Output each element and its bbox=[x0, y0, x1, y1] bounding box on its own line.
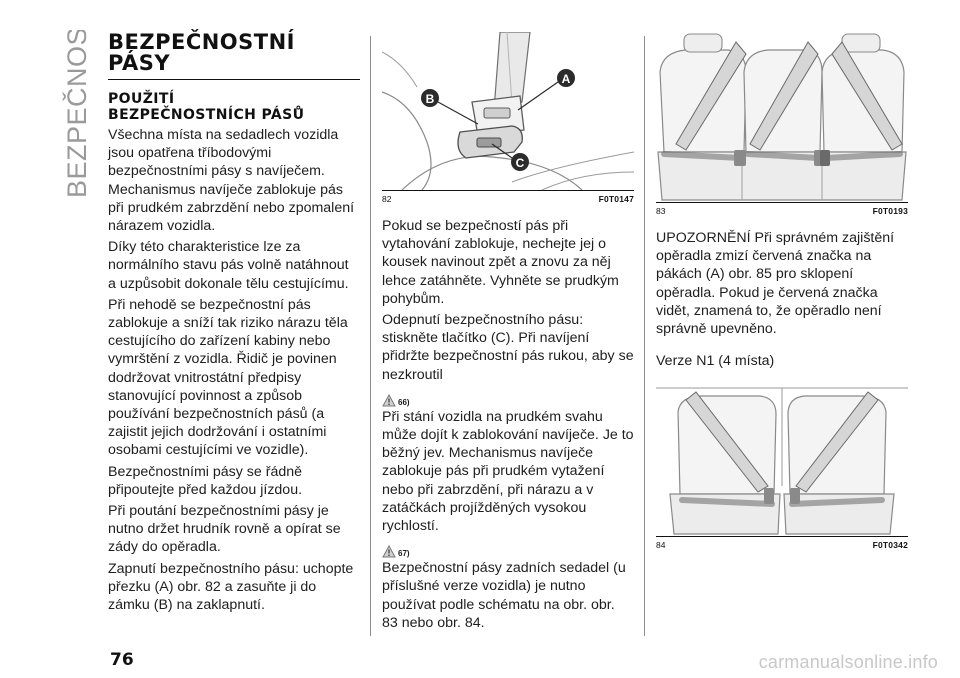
subsection-title bbox=[108, 91, 360, 123]
rear-seats-five-illustration bbox=[656, 32, 908, 202]
paragraph: Díky této charakteristice lze za normálního stavu pás volně natáhnout a uzpůsobit dokonale tělu cestujícímu. bbox=[108, 239, 349, 292]
warning-ref-number: 66) bbox=[398, 397, 410, 407]
column-2 bbox=[382, 32, 634, 635]
figure-number: 83 bbox=[656, 206, 666, 216]
figure-label-c: C bbox=[515, 156, 525, 170]
paragraph: Při stání vozidla na prudkém svahu může dojít k zablokování navíječe. Je to běžný jev. Mechanismus navíječe zablokuje pás při prudkém vytažení nebo při zabrzdění, při nárazu a v zatáčkách projížděných vysokou rychlostí. bbox=[382, 408, 634, 535]
figure-caption bbox=[656, 537, 908, 551]
paragraph: Zapnutí bezpečnostního pásu: uchopte přezku (A) obr. 82 a zasuňte ji do zámku (B) na zaklapnutí. bbox=[108, 560, 354, 614]
paragraph: Při nehodě se bezpečnostní pás zablokuje a sníží tak riziko nárazu těla cestujícího do zařízení kabiny nebo vymrštění z vozidla. Řidič je povinen dodržovat vnitrostátní předpisy stanovující povinnost a způsob používání bezpečnostních pásů (a zajistit jejich dodržování i ostatními osobami cestujícími ve vozidle). bbox=[108, 296, 348, 459]
warning-triangle-icon bbox=[382, 545, 396, 558]
figure-code: F0T0147 bbox=[598, 194, 634, 204]
rear-seats-four-illustration bbox=[656, 376, 908, 536]
figure-code: F0T0193 bbox=[872, 206, 908, 216]
paragraph: Verze N1 (4 místa) bbox=[656, 353, 775, 370]
warning-reference bbox=[382, 387, 634, 407]
figure-82 bbox=[382, 32, 634, 191]
section-title bbox=[108, 32, 360, 74]
warning-reference bbox=[382, 538, 634, 558]
column-divider bbox=[370, 36, 371, 636]
page-number: 76 bbox=[110, 650, 134, 670]
subsection-title-line1: POUŽITÍ bbox=[108, 91, 175, 107]
side-tab-label: BEZPEČNOST bbox=[62, 30, 92, 198]
column-3 bbox=[656, 32, 908, 551]
subsection-title-line2: BEZPEČNOSTNÍCH PÁSŮ bbox=[108, 107, 305, 123]
paragraph: Odepnutí bezpečnostního pásu: stiskněte tlačítko (C). Při navíjení přidržte bezpečnostní pás rukou, aby se nezkroutil bbox=[382, 312, 634, 383]
warning-ref-number: 67) bbox=[398, 549, 410, 559]
paragraph: Všechna místa na sedadlech vozidla jsou opatřena tříbodovými bezpečnostními pásy s navíječem. Mechanismus navíječe zablokuje pás při prudkém zabrzdění nebo zpomalení nárazem vozidla. bbox=[108, 127, 355, 235]
figure-number: 84 bbox=[656, 540, 666, 551]
column-1 bbox=[108, 32, 360, 617]
figure-label-b: B bbox=[425, 92, 435, 106]
watermark: carmanualsonline.info bbox=[758, 652, 938, 672]
figure-caption bbox=[382, 191, 634, 205]
section-side-tab bbox=[56, 30, 96, 200]
paragraph: UPOZORNĚNÍ Při správném zajištění opěradla zmizí červená značka na pákách (A) obr. 85 pro sklopení opěradla. Pokud je červená značka vidět, znamená to, že opěradlo není správně upevněno. bbox=[656, 230, 895, 338]
figure-83 bbox=[656, 32, 908, 203]
warning-triangle-icon bbox=[382, 394, 396, 407]
figure-number: 82 bbox=[382, 194, 392, 204]
section-title-line2: PÁSY bbox=[108, 51, 171, 75]
paragraph: Při poutání bezpečnostními pásy je nutno držet hrudník rovně a opírat se zády do opěradla. bbox=[108, 503, 341, 556]
column-divider bbox=[644, 36, 645, 636]
figure-caption bbox=[656, 203, 908, 217]
figure-label-a: A bbox=[561, 72, 571, 86]
figure-code: F0T0342 bbox=[872, 540, 908, 551]
figure-84 bbox=[656, 376, 908, 537]
section-title-line1: BEZPEČNOSTNÍ bbox=[108, 30, 295, 54]
paragraph: Pokud se bezpečností pás při vytahování zablokuje, nechejte jej o kousek navinout zpět a znovu za něj lehce zatáhněte. Vyhněte se prudkým pohybům. bbox=[382, 218, 619, 307]
paragraph: Bezpečnostními pásy se řádně připoutejte před každou jízdou. bbox=[108, 463, 303, 498]
paragraph: Bezpečnostní pásy zadních sedadel (u příslušné verze vozidla) je nutno používat podle schématu na obr. obr. 83 nebo obr. 84. bbox=[382, 560, 626, 631]
title-divider bbox=[108, 79, 360, 80]
buckle-illustration bbox=[382, 32, 634, 190]
